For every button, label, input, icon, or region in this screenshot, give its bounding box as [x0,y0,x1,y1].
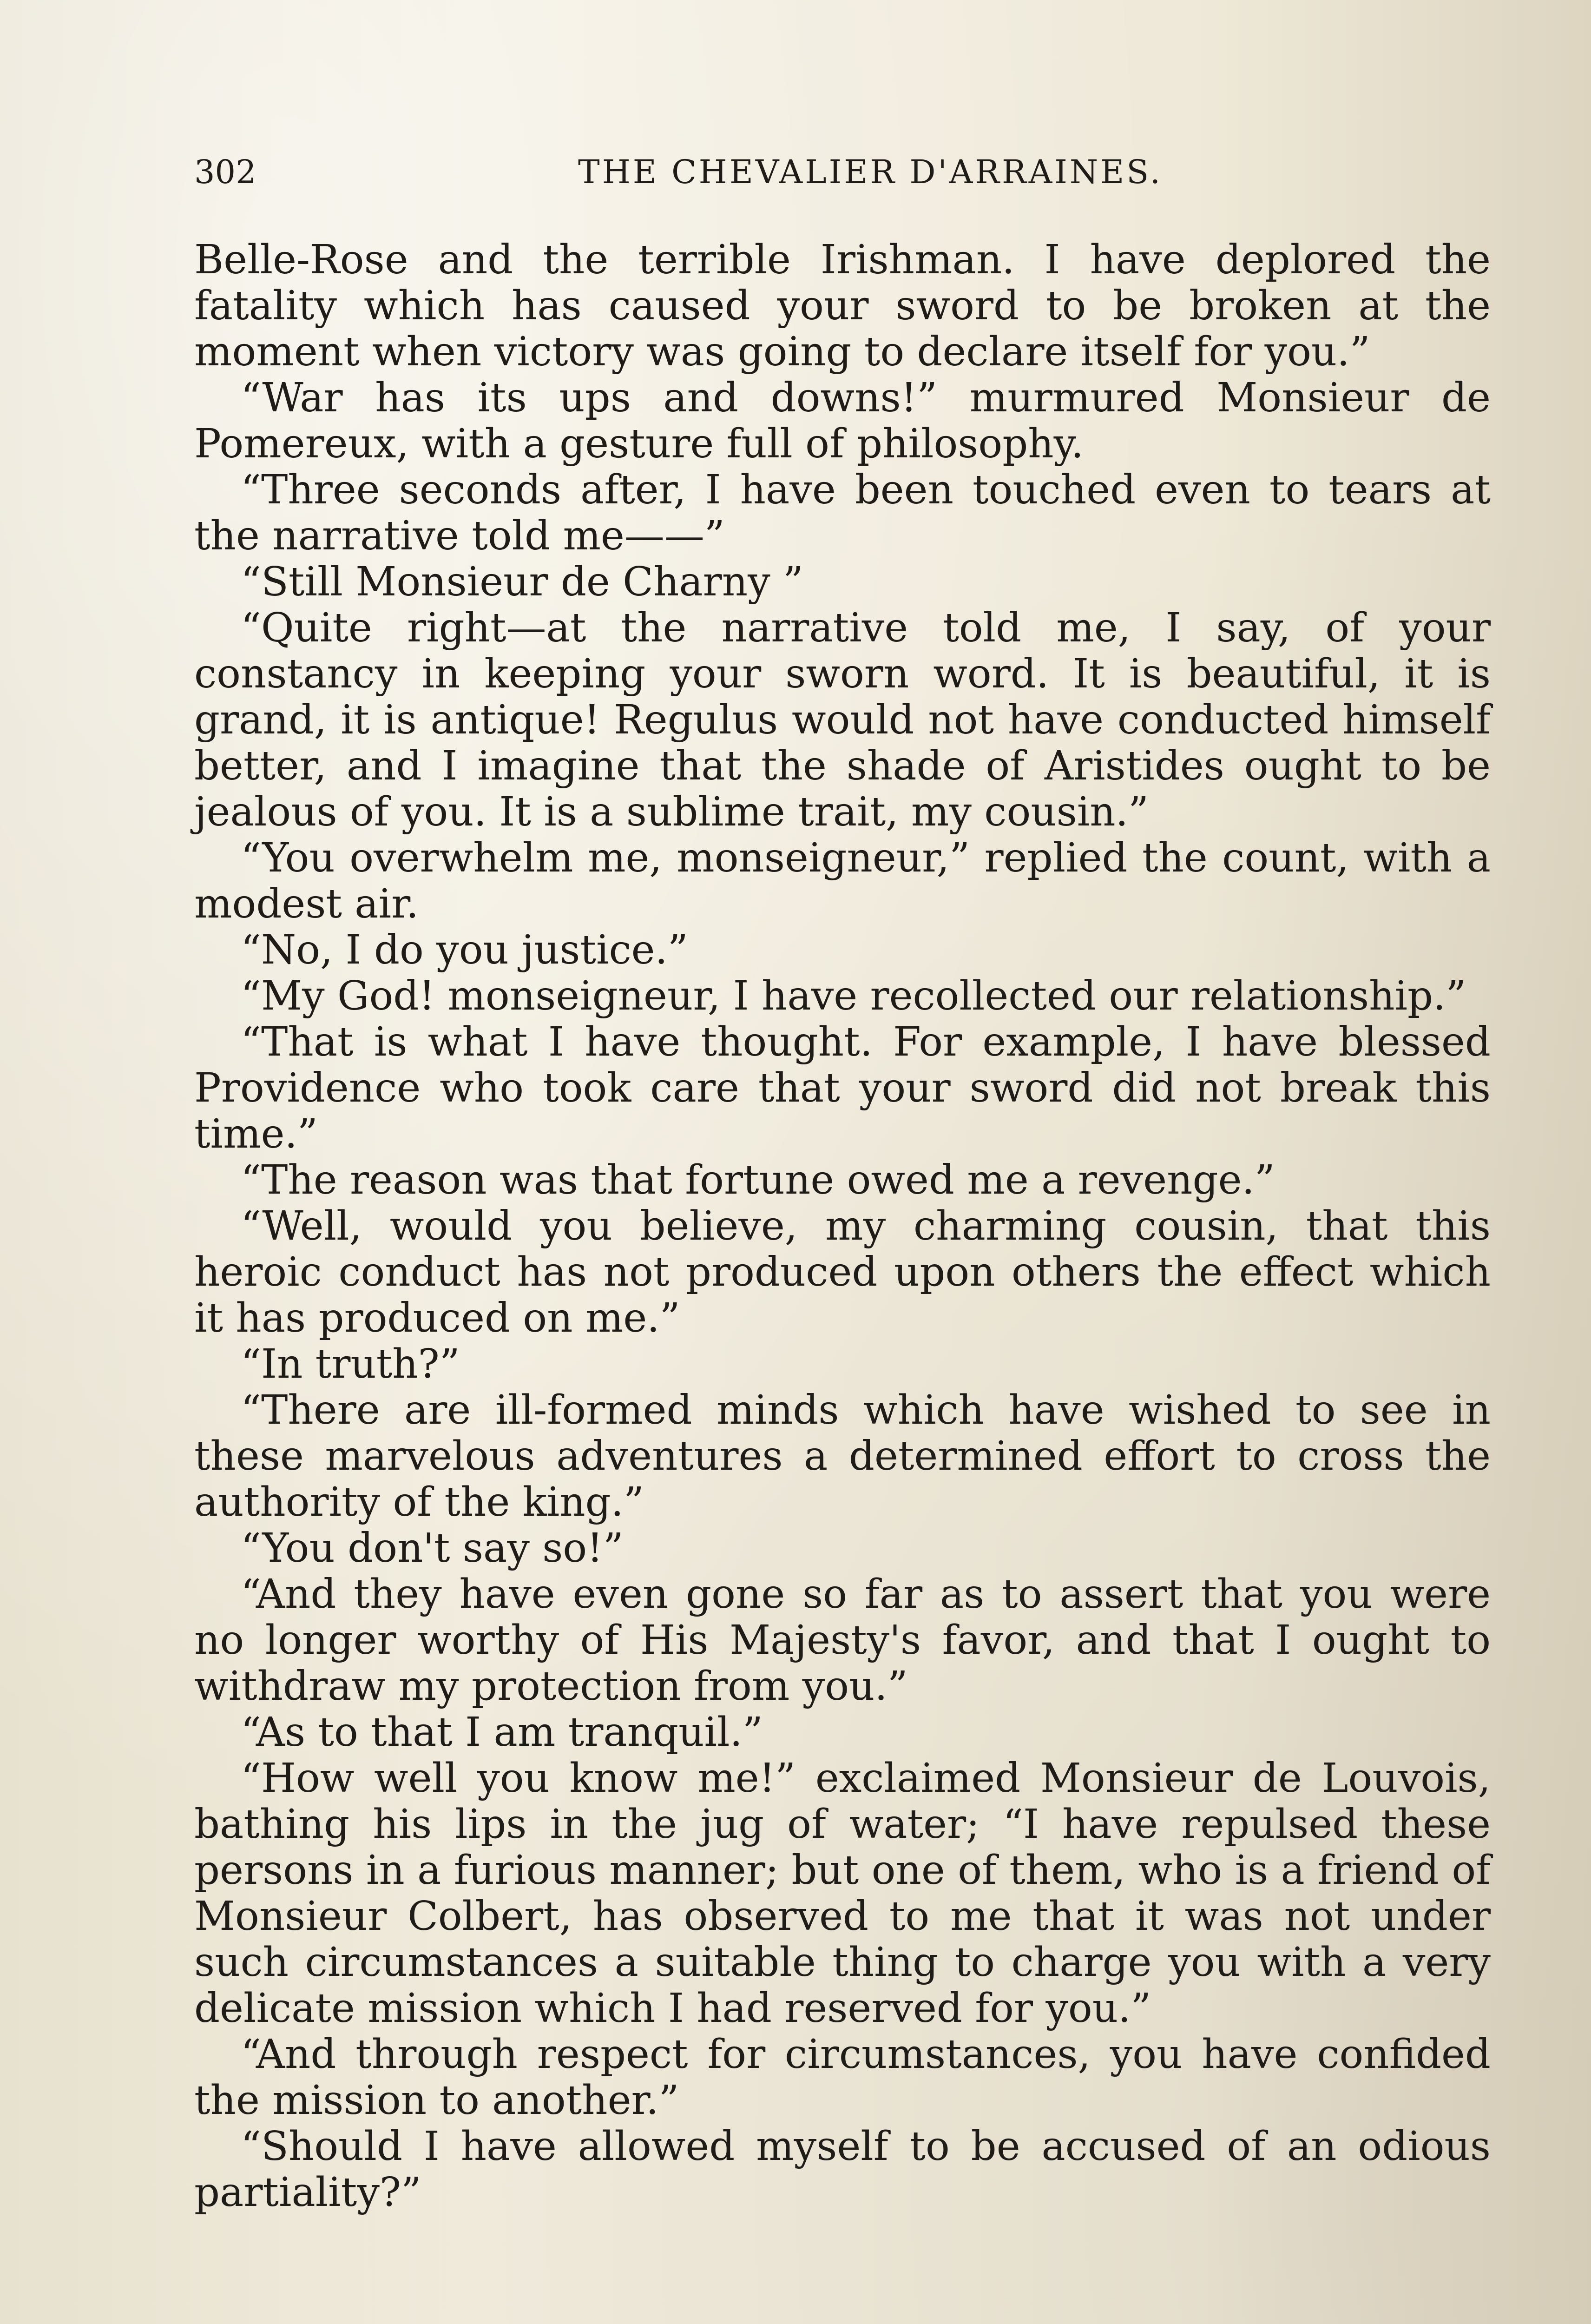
page-header [194,139,1495,205]
paragraph: “That is what I have thought. For example, I have blessed Providence who took care that your sword did not break this time.” [194,1019,1491,1157]
paragraph: “My God! monseigneur, I have recollected our relationship.” [241,973,1466,1019]
paragraph: “Well, would you believe, my charming cousin, that this heroic conduct has not produced upon others the effect which it has produced on me.” [194,1203,1491,1341]
body-text [194,237,1491,2216]
paragraph: “You don't say so!” [241,1525,624,1571]
page-number: 302 [194,153,256,191]
paragraph: “And they have even gone so far as to assert that you were no longer worthy of His Majesty's favor, and that I ought to withdraw my protection from you.” [194,1571,1491,1710]
paragraph: “How well you know me!” exclaimed Monsieur de Louvois, bathing his lips in the jug of water; “I have repulsed these persons in a furious manner; but one of them, who is a friend of Monsieur Colbert, has observed to me that it was not under such circumstances a suitable thing to charge you with a very delicate mission which I had reserved for you.” [194,1755,1491,2032]
paragraph: “No, I do you justice.” [241,927,688,973]
paragraph: “You overwhelm me, monseigneur,” replied the count, with a modest air. [194,835,1491,927]
paragraph: “Should I have allowed myself to be accused of an odious partiality?” [194,2123,1491,2216]
paragraph: “There are ill-formed minds which have wished to see in these marvelous adventures a determined effort to cross the authority of the king.” [194,1387,1491,1525]
running-title: THE CHEVALIER D'ARRAINES. [578,153,1163,191]
paragraph: “War has its ups and downs!” murmured Monsieur de Pomereux, with a gesture full of philosophy. [194,375,1491,467]
paragraph: “The reason was that fortune owed me a revenge.” [241,1157,1275,1203]
paragraph: “As to that I am tranquil.” [241,1709,763,1756]
paragraph: “Quite right—at the narrative told me, I say, of your constancy in keeping your sworn word. It is beautiful, it is grand, it is antique! Regulus would not have conducted himself better, and I imagine that the shade of Aristides ought to be jealous of you. It is a sublime trait, my cousin.” [194,605,1491,835]
paragraph: Belle-Rose and the terrible Irishman. I have deplored the fatality which has caused your sword to be broken at the moment when victory was going to declare itself for you.” [194,237,1491,375]
paragraph: “In truth?” [241,1341,460,1387]
paragraph: “Still Monsieur de Charny ” [241,559,804,605]
paragraph: “Three seconds after, I have been touched even to tears at the narrative told me——” [194,467,1491,559]
paragraph: “And through respect for circumstances, you have confided the mission to another.” [194,2031,1491,2124]
